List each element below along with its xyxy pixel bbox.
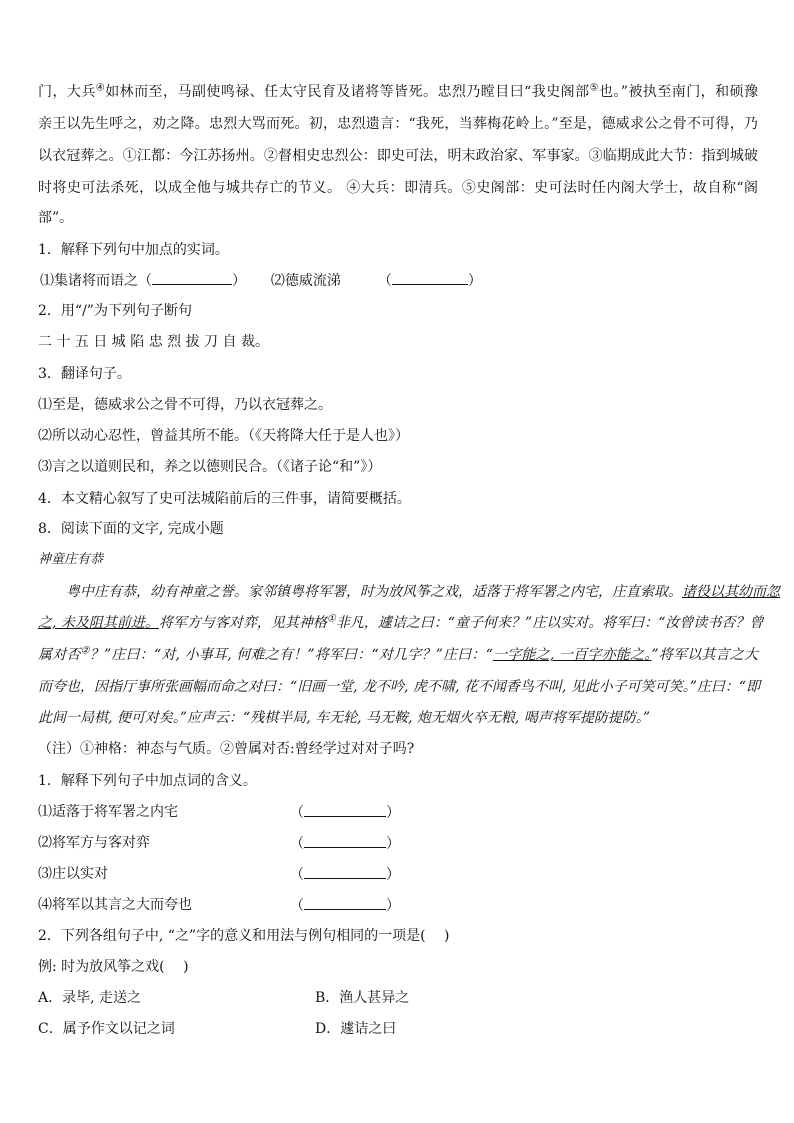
text-span: 也。”被执至南门，和硕豫 — [598, 84, 759, 100]
text-span: 属对否 — [38, 647, 81, 663]
text-span: 门，大兵 — [38, 84, 96, 100]
answer-slot-4[interactable] — [290, 895, 400, 916]
text-span: 非凡，遽诘之曰：“童子何来？”庄以实对。将军曰：“汝曾读书否？曾 — [335, 615, 764, 631]
item-2-label: ⑵德威流涕 — [270, 273, 341, 289]
footnote-marker: ① — [326, 613, 336, 625]
passage-heading: 神童庄有恭 — [38, 552, 104, 567]
text-span: ”将军以其言之大 — [651, 647, 759, 663]
passage2-line-1 — [66, 582, 780, 602]
question-4-title: 4．本文精心叙写了史可法城陷前后的三件事，请简要概括。 — [38, 491, 411, 507]
underlined-text: 一字能之, 一百字亦能之。 — [492, 647, 652, 663]
passage-line-3: 以衣冠葬之。①江都：今江苏扬州。②督相史忠烈公：即史可法，明末政治家、军事家。③临期成此大节：指到城破 — [38, 148, 758, 164]
footnote-marker: ⑤ — [589, 82, 599, 94]
passage2-note: （注）①神格：神态与气质。②曾属对否:曾经学过对对子吗? — [38, 741, 415, 757]
passage-line-5: 部”。 — [38, 210, 74, 226]
option-b[interactable]: B．渔人甚异之 — [315, 990, 410, 1006]
passage2-line-2 — [38, 613, 764, 633]
passage-line-2: 亲王以先生呼之，劝之降。忠烈大骂而死。初，忠烈遗言：“我死，当葬梅花岭上。”至是，德威求公之骨不可得，乃 — [38, 116, 758, 132]
answer-slot-2[interactable] — [290, 833, 400, 854]
paren-open: （ — [290, 898, 304, 914]
paren-close: ） — [386, 898, 400, 914]
passage2-line-5: 此间一局棋, 便可对矣。”应声云：“残棋半局, 车无轮, 马无鞍, 炮无烟火卒无粮, 喝声将军提防提防。” — [38, 710, 650, 726]
passage-line-1 — [38, 82, 758, 102]
answer-blank[interactable] — [304, 864, 386, 879]
question-2-title: 2．用“/”为下列句子断句 — [38, 303, 192, 319]
text-span: 将军方与客对弈，见其神格 — [158, 615, 327, 631]
option-a[interactable]: A．录毕, 走送之 — [38, 990, 142, 1006]
underlined-text: 诸役以其幼而忽 — [682, 584, 780, 600]
section-8-title: 8．阅读下面的文字, 完成小题 — [38, 521, 224, 537]
paren-open: （ — [290, 836, 304, 852]
question-8-1-title: 1．解释下列句子中加点词的含义。 — [38, 773, 257, 789]
paren-open: （ — [290, 805, 304, 821]
answer-blank[interactable] — [304, 895, 386, 910]
underlined-text: 之, 未及阻其前进。 — [38, 615, 159, 631]
question-3-sentence-3: ⑶言之以道则民和，养之以德则民合。（《诸子论“和”》） — [38, 459, 382, 475]
question-1-items — [40, 270, 760, 291]
paren-close: ） — [467, 273, 482, 289]
question-3-sentence-1: ⑴至是，德威求公之骨不可得，乃以衣冠葬之。 — [38, 397, 332, 413]
question-8-1-item-1: ⑴适落于将军署之内宅 — [38, 804, 178, 820]
passage-line-4: 时将史可法杀死，以成全他与城共存亡的节义。 ④大兵：即清兵。⑤史阁部：史可法时任内阁大学士，故自称“阁 — [38, 180, 758, 196]
item-1-label: ⑴集诸将而语之（ — [40, 273, 152, 289]
paren-close: ） — [386, 867, 400, 883]
paren-open: （ — [377, 273, 392, 289]
question-3-title: 3．翻译句子。 — [38, 366, 131, 382]
question-1-title: 1．解释下列句中加点的实词。 — [38, 242, 229, 258]
answer-slot-3[interactable] — [290, 864, 400, 885]
question-8-1-item-3: ⑶庄以实对 — [38, 866, 108, 882]
footnote-marker: ④ — [95, 82, 106, 94]
paren-close: ） — [232, 273, 246, 289]
passage2-line-4: 而夸也，因指厅事所张画幅而命之对曰：“旧画一堂, 龙不吟, 虎不啸, 花不闻香鸟不叫, 见此小子可笑可笑。”庄曰：“即 — [38, 679, 761, 695]
answer-blank[interactable] — [152, 270, 232, 285]
question-8-2-title: 2．下列各组句子中, “之”字的意义和用法与例句相同的一项是( ) — [38, 928, 450, 944]
answer-blank[interactable] — [304, 802, 386, 817]
text-span: 如林而至，马副使鸣禄、任太守民育及诸将等皆死。忠烈乃瞠目曰“我史阁部 — [105, 84, 590, 100]
paren-open: （ — [290, 867, 304, 883]
answer-blank[interactable] — [392, 270, 468, 285]
question-3-sentence-2: ⑵所以动心忍性，曾益其所不能。（《天将降大任于是人也》） — [38, 428, 409, 444]
passage2-line-3 — [38, 645, 758, 665]
question-8-1-item-4: ⑷将军以其言之大而夸也 — [38, 897, 192, 913]
footnote-marker: ② — [80, 645, 90, 657]
text-span: 粤中庄有恭，幼有神童之誉。家邻镇粤将军署，时为放风筝之戏，适落于将军署之内宅，庄直索取。 — [66, 584, 682, 600]
answer-slot-1[interactable] — [290, 802, 400, 823]
question-2-sentence: 二 十 五 日 城 陷 忠 烈 拔 刀 自 裁。 — [38, 334, 269, 350]
question-8-2-example: 例: 时为放风筝之戏( ) — [38, 959, 189, 975]
paren-close: ） — [386, 805, 400, 821]
question-8-1-item-2: ⑵将军方与客对弈 — [38, 835, 150, 851]
answer-blank[interactable] — [304, 833, 386, 848]
paren-close: ） — [386, 836, 400, 852]
option-c[interactable]: C．属予作文以记之词 — [38, 1021, 175, 1037]
option-d[interactable]: D．遽诘之曰 — [315, 1021, 397, 1037]
text-span: ？”庄曰：“对, 小事耳, 何难之有！”将军曰：“对几字？”庄曰：“ — [89, 647, 493, 663]
